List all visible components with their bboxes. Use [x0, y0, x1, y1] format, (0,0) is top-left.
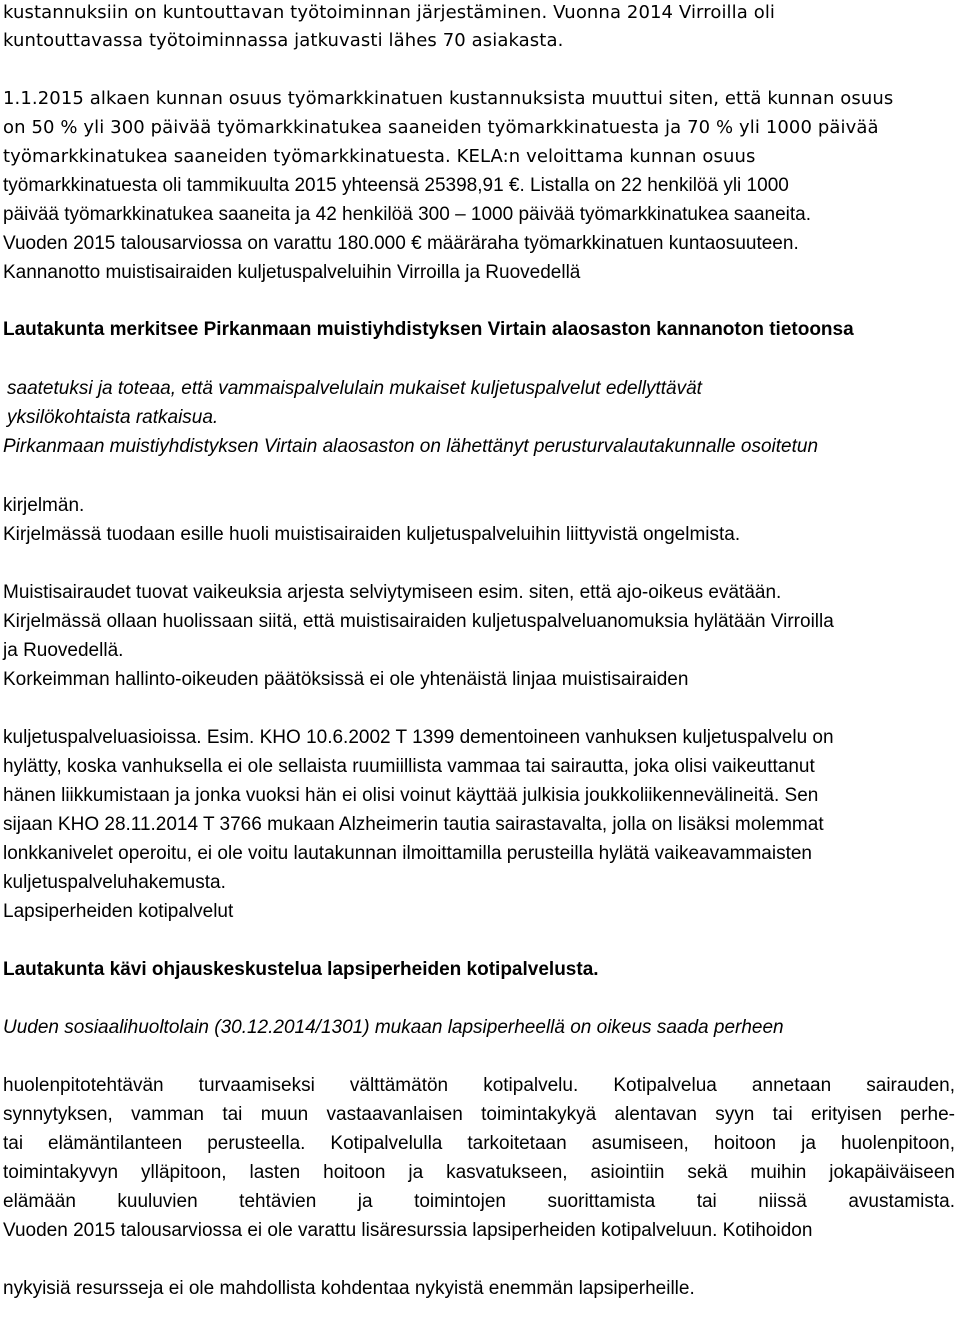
text-line: Kirjelmässä ollaan huolissaan siitä, että muistisairaiden kuljetuspalveluanomuksia hylätään Virroilla [3, 611, 834, 632]
section-heading: Lautakunta kävi ohjauskeskustelua lapsiperheiden kotipalvelusta. [3, 959, 599, 980]
decision-line: saatetuksi ja toteaa, että vammaispalvelulain mukaiset kuljetuspalvelut edellyttävät [7, 378, 702, 399]
text-line: kuljetuspalveluhakemusta. [3, 872, 226, 893]
text-line: 1.1.2015 alkaen kunnan osuus työmarkkinatuen kustannuksista muuttui siten, että kunnan osuus [3, 88, 894, 109]
text-line: Kannanotto muistisairaiden kuljetuspalveluihin Virroilla ja Ruovedellä [3, 262, 581, 283]
text-line: sijaan KHO 28.11.2014 T 3766 mukaan Alzheimerin tautia sairastavalta, jolla on lisäksi molemmat [3, 814, 824, 835]
text-line: kuntouttavassa työtoiminnassa jatkuvasti lähes 70 asiakasta. [3, 30, 564, 51]
text-line: Muistisairaudet tuovat vaikeuksia arjesta selviytymiseen esim. siten, että ajo-oikeus evätään. [3, 582, 782, 603]
text-line: lonkkanivelet operoitu, ei ole voitu lautakunnan ilmoittamilla perusteilla hylätä vaikeavammaisten [3, 843, 812, 864]
text-line: kirjelmän. [3, 495, 85, 516]
text-line: hänen liikkumistaan ja jonka vuoksi hän ei olisi voinut käyttää julkisia joukkoliikennevälineitä. Sen [3, 785, 819, 806]
text-line: kustannuksiin on kuntouttavan työtoiminnan järjestäminen. Vuonna 2014 Virroilla oli [3, 2, 776, 23]
text-line: tai elämäntilanteen perusteella. Kotipalvelulla tarkoitetaan asumiseen, hoitoon ja huolenpitoon, [3, 1133, 955, 1154]
decision-line: yksilökohtaista ratkaisua. [7, 407, 219, 428]
text-line: työmarkkinatuesta oli tammikuulta 2015 yhteensä 25398,91 €. Listalla on 22 henkilöä yli 1000 [3, 175, 789, 196]
text-line: on 50 % yli 300 päivää työmarkkinatukea saaneiden työmarkkinatuesta ja 70 % yli 1000 päivää [3, 117, 879, 138]
decision-line: Uuden sosiaalihuoltolain (30.12.2014/1301) mukaan lapsiperheellä on oikeus saada perheen [3, 1017, 784, 1038]
text-line: hylätty, koska vanhuksella ei ole sellaista ruumiillista vammaa tai sairautta, joka olisi vaikeuttanut [3, 756, 815, 777]
text-line: Korkeimman hallinto-oikeuden päätöksissä ei ole yhtenäistä linjaa muistisairaiden [3, 669, 689, 690]
text-line: ja Ruovedellä. [3, 640, 124, 661]
text-line: työmarkkinatukea saaneiden työmarkkinatuesta. KELA:n veloittama kunnan osuus [3, 146, 756, 167]
text-line: Kirjelmässä tuodaan esille huoli muistisairaiden kuljetuspalveluihin liittyvistä ongelmista. [3, 524, 741, 545]
text-line: Vuoden 2015 talousarviossa ei ole varattu lisäresurssia lapsiperheiden kotipalveluun. Kotihoidon [3, 1220, 813, 1241]
text-line: kuljetuspalveluasioissa. Esim. KHO 10.6.2002 T 1399 dementoineen vanhuksen kuljetuspalvelu on [3, 727, 834, 748]
decision-line: Pirkanmaan muistiyhdistyksen Virtain alaosaston on lähettänyt perusturvalautakunnalle osoitetun [3, 436, 819, 457]
text-line: toimintakyvyn ylläpitoon, lasten hoitoon ja kasvatukseen, asiointiin sekä muihin jokapäiväiseen [3, 1162, 955, 1183]
text-line: huolenpitotehtävän turvaamiseksi välttämätön kotipalvelu. Kotipalvelua annetaan sairauden, [3, 1075, 955, 1096]
text-line: Lapsiperheiden kotipalvelut [3, 901, 234, 922]
text-line: elämään kuuluvien tehtävien ja toimintojen suorittamista tai niissä avustamista. [3, 1191, 955, 1212]
text-line: Vuoden 2015 talousarviossa on varattu 180.000 € määräraha työmarkkinatuen kuntaosuuteen. [3, 233, 799, 254]
text-line: synnytyksen, vamman tai muun vastaavanlaisen toimintakykyä alentavan syyn tai erityisen perhe- [3, 1104, 955, 1125]
section-heading: Lautakunta merkitsee Pirkanmaan muistiyhdistyksen Virtain alaosaston kannanoton tietoonsa [3, 319, 854, 340]
text-line: päivää työmarkkinatukea saaneita ja 42 henkilöä 300 – 1000 päivää työmarkkinatukea saaneita. [3, 204, 812, 225]
text-line: nykyisiä resursseja ei ole mahdollista kohdentaa nykyistä enemmän lapsiperheille. [3, 1278, 695, 1299]
